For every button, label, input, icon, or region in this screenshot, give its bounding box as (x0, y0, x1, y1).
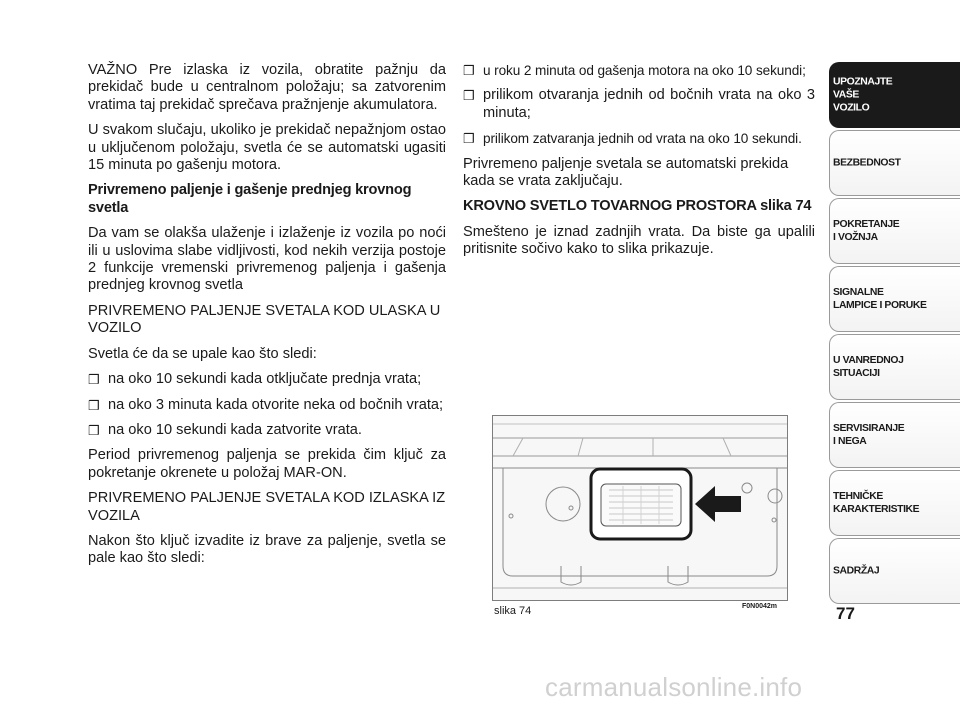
list-item (463, 130, 815, 147)
page-number: 77 (836, 604, 855, 623)
chapter-tab-label: UPOZNAJTE VAŠE VOZILO (833, 76, 893, 114)
chapter-tabs (829, 62, 960, 606)
paragraph-mar-on: Period privremenog paljenja se prekida čim ključ za pokretanje okrenete u položaj MAR-ON. (88, 447, 446, 481)
checkbox-bullet-icon: ❒ (88, 422, 100, 438)
list-item (463, 62, 815, 79)
paragraph-location: Smešteno je iznad zadnjih vrata. Da biste ga upalili pritisnite sočivo kako to slika prikazuje. (463, 223, 815, 258)
chapter-tab[interactable] (829, 130, 960, 196)
list-item-text: u roku 2 minuta od gašenja motora na oko 10 sekundi; (483, 63, 806, 78)
checkbox-bullet-icon: ❒ (463, 131, 475, 147)
right-column (463, 62, 815, 267)
chapter-tab[interactable] (829, 470, 960, 536)
figure-caption: slika 74 (494, 605, 532, 617)
list-item (88, 422, 446, 439)
section-heading-entry: PRIVREMENO PALJENJE SVETALA KOD ULASKA U VOZILO (88, 302, 441, 337)
chapter-tab-label: SIGNALNE LAMPICE I PORUKE (833, 287, 927, 311)
checkbox-bullet-icon: ❒ (463, 88, 475, 104)
list-item-text: prilikom otvaranja jednih od bočnih vrata na oko 3 minuta; (483, 87, 815, 121)
list-item (88, 397, 446, 414)
paragraph-functions: Da vam se olakša ulaženje i izlaženje iz vozila po noći ili u uslovima slabe vidljivosti, kod nekih verzija postoje 2 funkcije vremenski privremenog paljenja i gašenja prednjeg krovnog svetla (88, 225, 446, 294)
figure-code: F0N0042m (742, 603, 778, 610)
chapter-tab[interactable] (829, 198, 960, 264)
cargo-light-illustration (492, 415, 788, 601)
paragraph-lights-on: Svetla će da se upale kao što sledi: (88, 345, 317, 362)
section-heading-exit: PRIVREMENO PALJENJE SVETALA KOD IZLASKA IZ VOZILA (88, 490, 446, 524)
list-item-text: na oko 3 minuta kada otvorite neka od bočnih vrata; (108, 396, 444, 413)
paragraph-warning: VAŽNO Pre izlaska iz vozila, obratite pažnju da prekidač bude u centralnom položaju; sa zatvorenim vratima taj prekidač sprečava pražnjenje akumulatora. (88, 62, 446, 113)
checkbox-bullet-icon: ❒ (88, 397, 100, 413)
chapter-tab-label: BEZBEDNOST (833, 157, 901, 169)
cargo-light-drawing (493, 416, 787, 600)
chapter-tab-label: TEHNIČKE KARAKTERISTIKE (833, 491, 920, 515)
chapter-tab[interactable] (829, 402, 960, 468)
paragraph-auto-stop: Privremeno paljenje svetala se automatski prekida kada se vrata zaključaju. (463, 155, 789, 190)
chapter-tab[interactable] (829, 538, 960, 604)
list-item-text: na oko 10 sekundi kada zatvorite vrata. (108, 421, 362, 438)
chapter-tab-label: U VANREDNOJ SITUACIJI (833, 355, 904, 379)
checkbox-bullet-icon: ❒ (88, 372, 100, 388)
chapter-tab-label: POKRETANJE I VOŽNJA (833, 219, 900, 243)
chapter-tab[interactable] (829, 334, 960, 400)
section-heading-temporary-light: Privremeno paljenje i gašenje prednjeg krovnog svetla (88, 182, 412, 216)
list-item-text: prilikom zatvaranja jednih od vrata na oko 10 sekundi. (483, 131, 802, 147)
section-heading-cargo-light: KROVNO SVETLO TOVARNOG PROSTORA slika 74 (463, 198, 812, 215)
checkbox-bullet-icon: ❒ (463, 63, 475, 78)
chapter-tab-label: SERVISIRANJE I NEGA (833, 423, 905, 447)
list-item-text: na oko 10 sekundi kada otključate prednja vrata; (108, 371, 422, 388)
left-column (88, 62, 446, 576)
list-item (463, 87, 815, 122)
chapter-tab-label: SADRŽAJ (833, 565, 880, 577)
chapter-tab[interactable] (829, 266, 960, 332)
paragraph-auto-off: U svakom slučaju, ukoliko je prekidač nepažnjom ostao u uključenom položaju, svetla će se automatski ugasiti 15 minuta po gašenju motora. (88, 122, 446, 174)
chapter-tab[interactable] (829, 62, 960, 128)
watermark: carmanualsonline.info (545, 672, 803, 702)
list-item (88, 371, 446, 388)
paragraph-key-removed: Nakon što ključ izvadite iz brave za paljenje, svetla se pale kao što sledi: (88, 532, 446, 567)
